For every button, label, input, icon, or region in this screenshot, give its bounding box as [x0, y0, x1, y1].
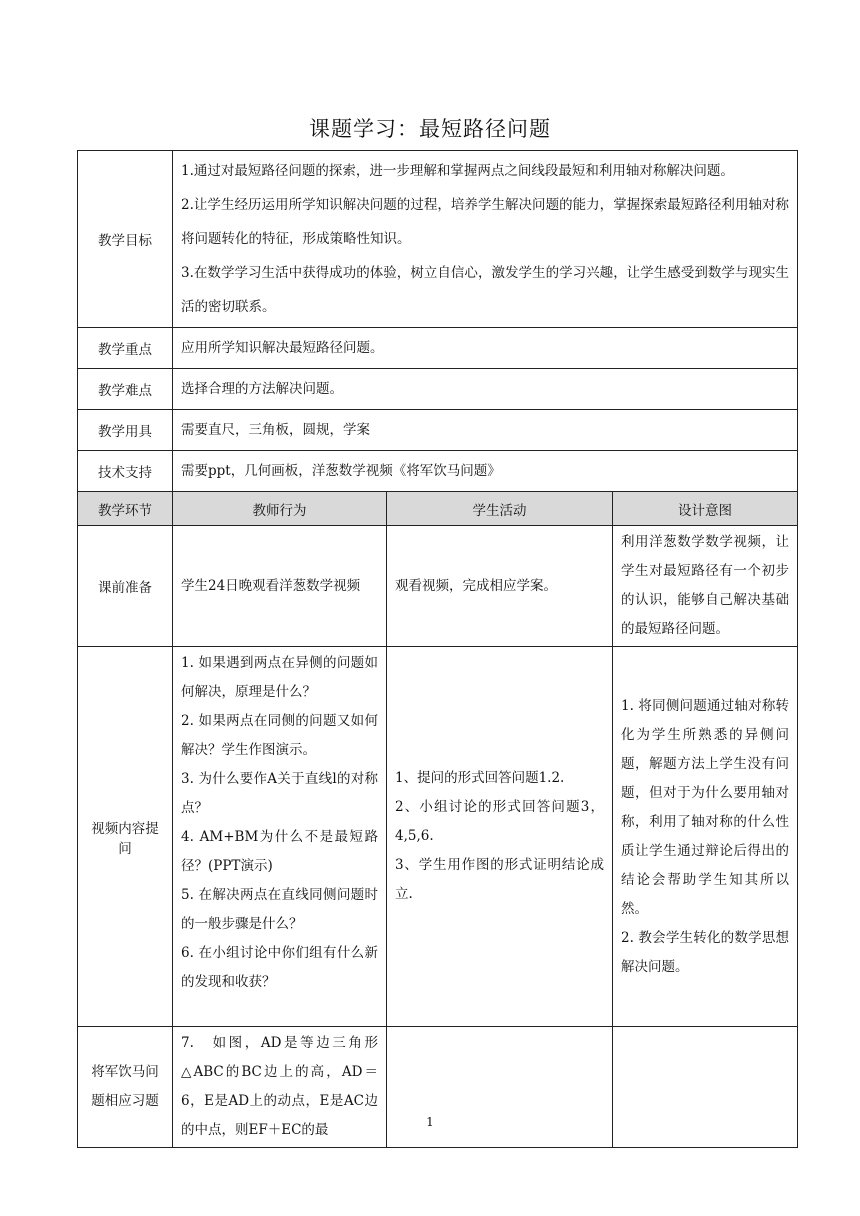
goals-label: 教学目标: [78, 151, 173, 328]
video-student: [387, 647, 613, 1027]
activity-item: 1、提问的形式回答问题1.2.: [395, 770, 565, 786]
prep-teacher: 学生24日晚观看洋葱数学视频: [173, 526, 387, 647]
lesson-plan-table: [77, 150, 798, 1148]
question-item: 3. 为什么要作A关于直线l的对称点？: [181, 771, 378, 816]
table-header-row: [78, 492, 798, 526]
header-cell: 教学环节: [78, 492, 173, 526]
difficulty-text: 选择合理的方法解决问题。: [173, 369, 798, 410]
table-row: [78, 1027, 798, 1148]
goal-item: 1.通过对最短路径问题的探索，进一步理解和掌握两点之间线段最短和利用轴对称解决问题。: [181, 163, 734, 179]
prep-intent: 利用洋葱数学数学视频，让学生对最短路径有一个初步的认识，能够自己解决基础的最短路径问题。: [613, 526, 798, 647]
prep-student: 观看视频，完成相应学案。: [387, 526, 613, 647]
activity-item: 2、小组讨论的形式回答问题3，4,5,6.: [395, 799, 604, 844]
question-item: 1. 如果遇到两点在异侧的问题如何解决，原理是什么？: [181, 655, 378, 700]
tech-text: 需要ppt，几何画板，洋葱数学视频《将军饮马问题》: [173, 451, 798, 492]
practice-teacher: 7. 如图，AD是等边三角形△ABC的BC边上的高，AD＝6，E是AD上的动点，E是AC边的中点，则EF＋EC的最: [173, 1027, 387, 1148]
table-row: [78, 526, 798, 647]
tools-text: 需要直尺，三角板，圆规，学案: [173, 410, 798, 451]
intent-item: 1. 将同侧问题通过轴对称转化为学生所熟悉的异侧问题，解题方法上学生没有问题，但对于为什么要用轴对称，利用了轴对称的什么性质让学生通过辩论后得出的结论会帮助学生知其所以然。: [621, 697, 790, 917]
table-row: [78, 151, 798, 328]
key-label: 教学重点: [78, 328, 173, 369]
goals-content: [173, 151, 798, 328]
question-item: 2. 如果两点在同侧的问题又如何解决？学生作图演示。: [181, 713, 378, 758]
table-row: [78, 451, 798, 492]
header-cell: 教师行为: [173, 492, 387, 526]
question-item: 4. AM+BM为什么不是最短路径？(PPT演示): [181, 829, 378, 874]
practice-label: 将军饮马问题相应习题: [78, 1027, 173, 1148]
video-teacher: [173, 647, 387, 1027]
practice-intent: [613, 1027, 798, 1148]
video-intent: [613, 647, 798, 1027]
table-row: [78, 410, 798, 451]
tech-label: 技术支持: [78, 451, 173, 492]
question-item: 6. 在小组讨论中你们组有什么新的发现和收获？: [181, 945, 378, 990]
goal-item: 3.在数学学习生活中获得成功的体验，树立自信心，激发学生的学习兴趣，让学生感受到数学与现实生活的密切联系。: [181, 265, 790, 315]
page-title: 课题学习：最短路径问题: [309, 117, 551, 141]
table-row: [78, 328, 798, 369]
table-row: [78, 647, 798, 1027]
question-item: 5. 在解决两点在直线同侧问题时的一般步骤是什么？: [181, 887, 378, 932]
intent-item: 2. 教会学生转化的数学思想解决问题。: [621, 929, 790, 975]
table-row: [78, 369, 798, 410]
practice-student: [387, 1027, 613, 1148]
activity-item: 3、学生用作图的形式证明结论成立.: [395, 857, 604, 902]
page-number: 1: [426, 1115, 434, 1129]
goal-item: 2.让学生经历运用所学知识解决问题的过程，培养学生解决问题的能力，掌握探索最短路径利用轴对称将问题转化的特征，形成策略性知识。: [181, 197, 790, 247]
video-label: 视频内容提问: [78, 647, 173, 1027]
header-cell: 设计意图: [613, 492, 798, 526]
difficulty-label: 教学难点: [78, 369, 173, 410]
prep-label: 课前准备: [78, 526, 173, 647]
tools-label: 教学用具: [78, 410, 173, 451]
key-text: 应用所学知识解决最短路径问题。: [173, 328, 798, 369]
header-cell: 学生活动: [387, 492, 613, 526]
